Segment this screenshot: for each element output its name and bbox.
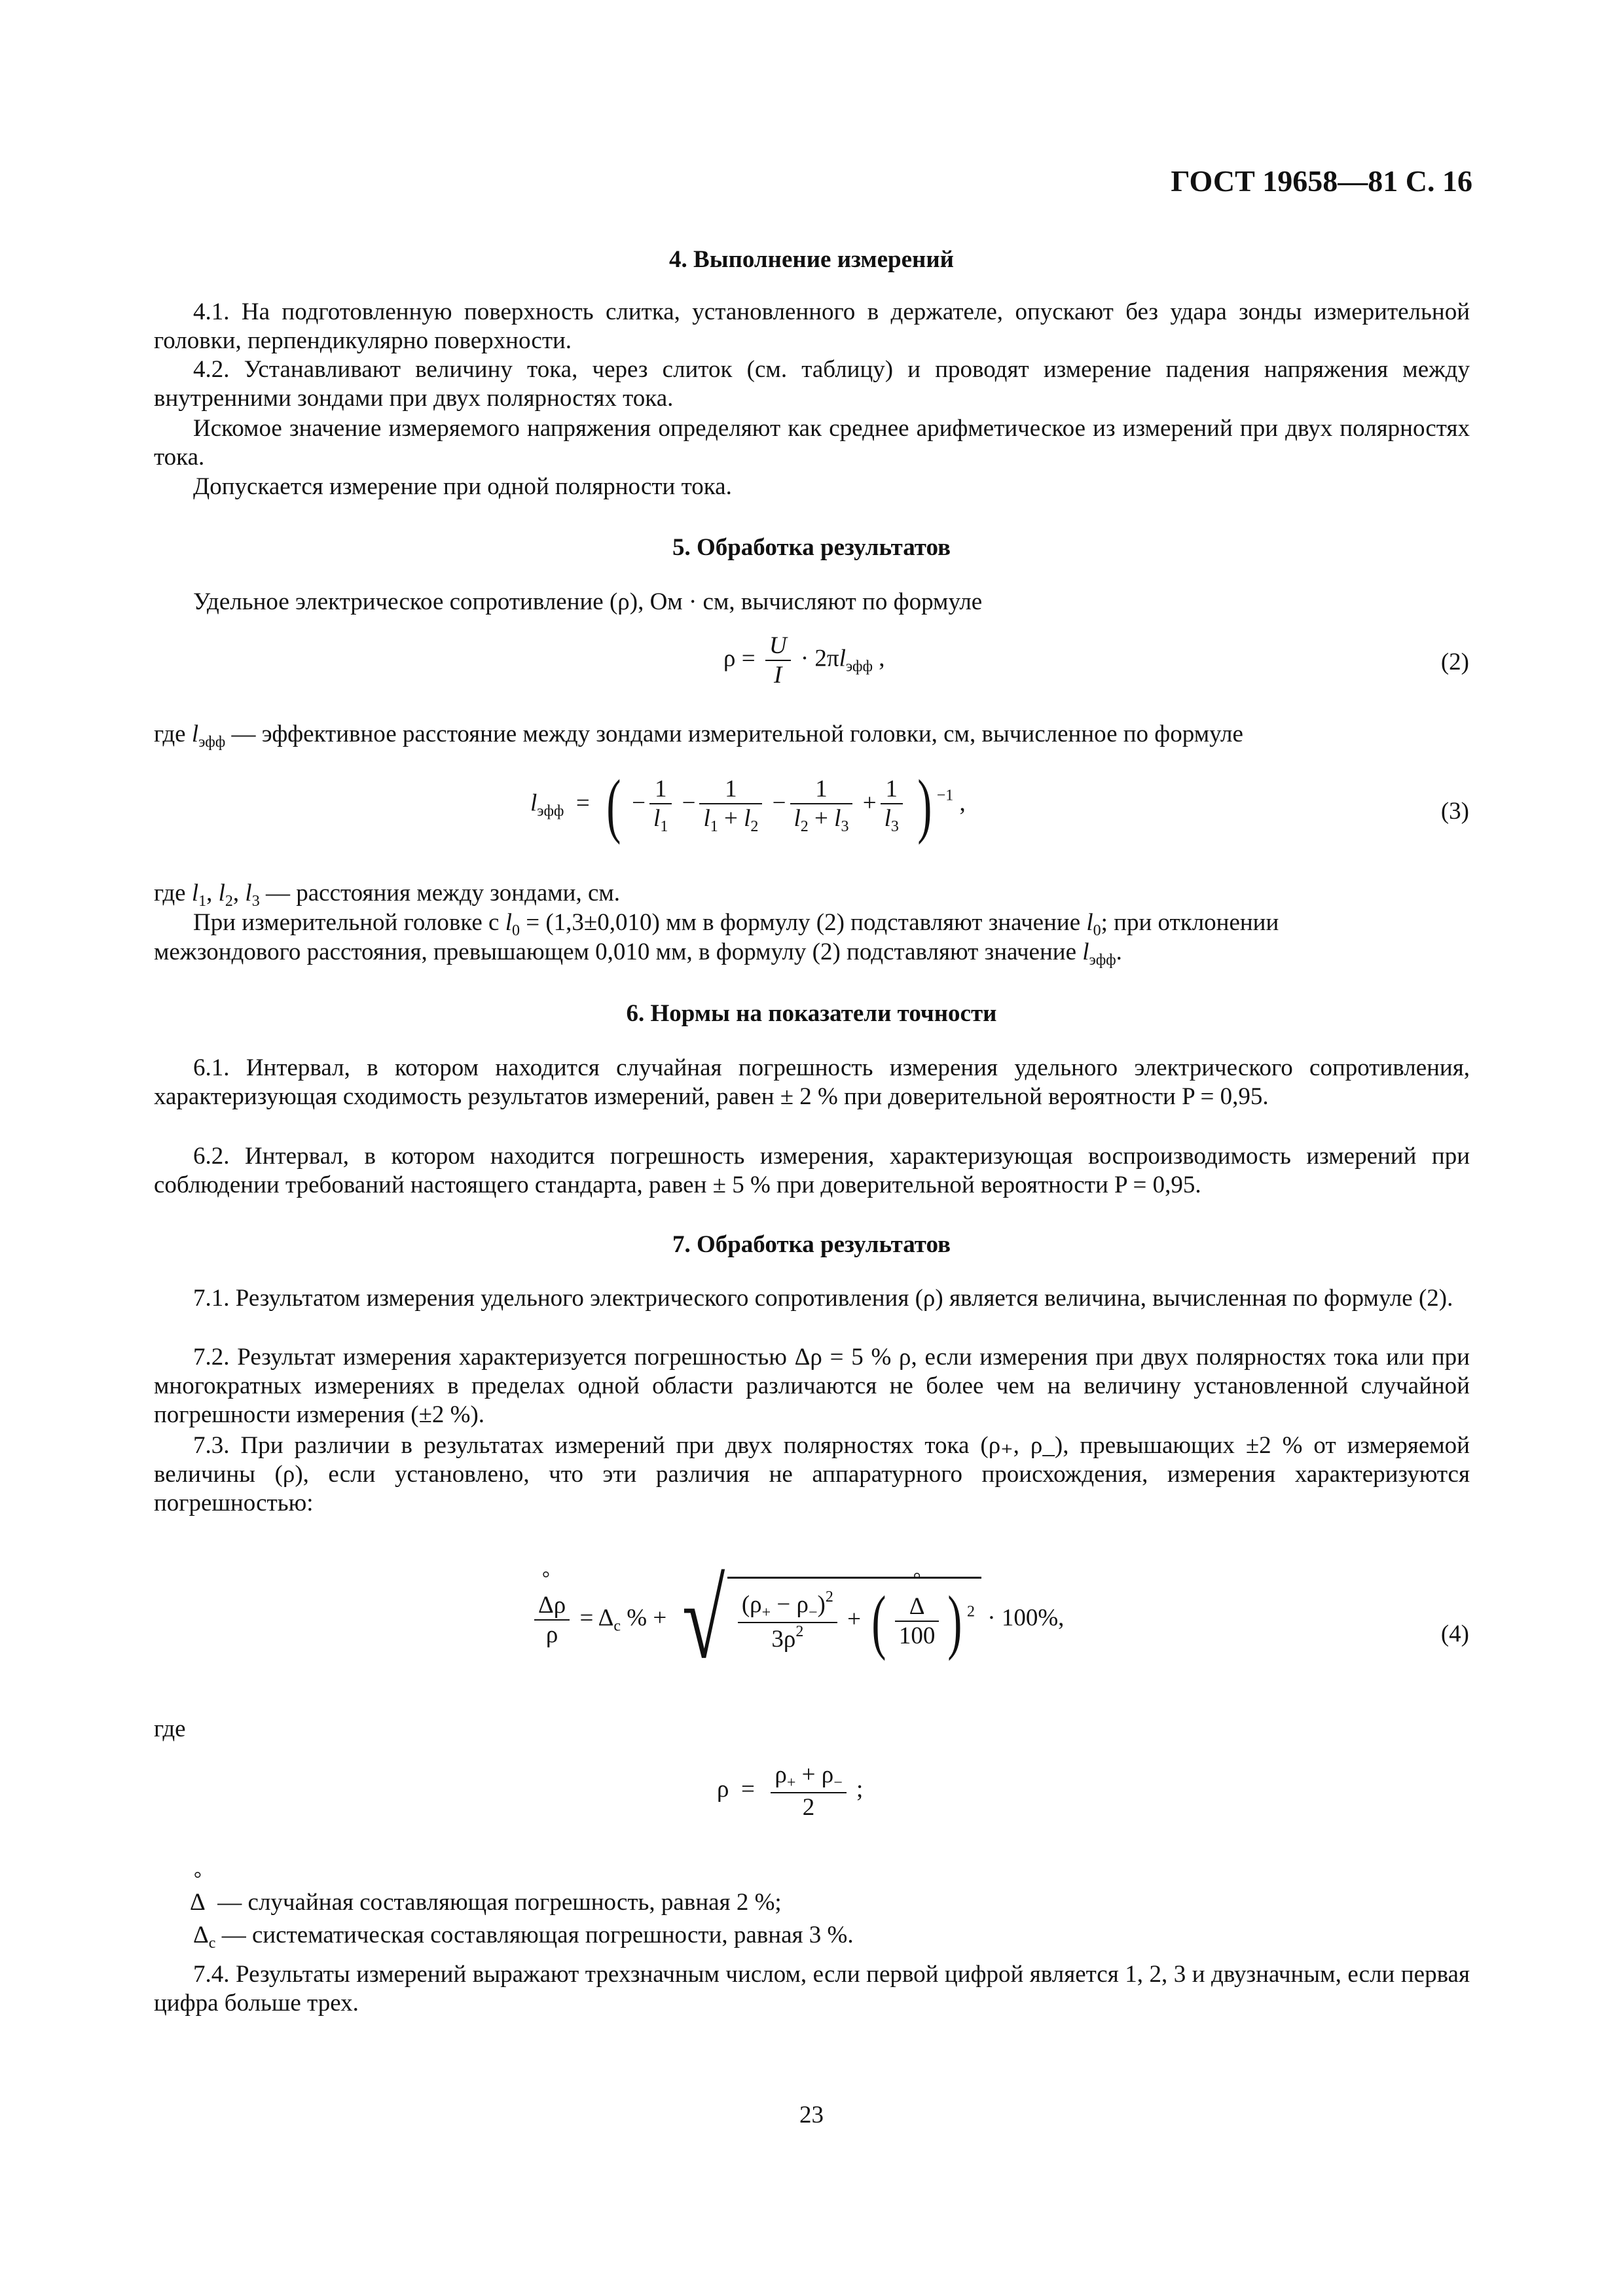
paragraph-7-2: 7.2. Результат измерения характеризуется погрешностью Δρ = 5 % ρ, если измерения при двух полярностях тока или при многократных измерениях в пределах одной области различаются не более чем на величину установленной случайной погрешности измерения (±2 %). — [154, 1344, 1470, 1428]
paragraph-4-2: 4.2. Устанавливают величину тока, через слиток (см. таблицу) и проводят измерение падения напряжения между внутренними зондами при двух полярностях тока. — [154, 356, 1470, 412]
section-4-title: 4. Выполнение измерений — [669, 246, 954, 273]
formula-3: $l_{эфф}$ = ( − $\frac{1}{l_1}$ − $\frac{1}{l_1 + l_2}$ − $\frac{1}{l_2 + l_3}$ + $\frac{1}{l_3}$ ) $^{-1}$ , — [530, 765, 966, 845]
paragraph-probe-a: При измерительной головке с $l_0 = (1,3\pm 0,010)$ мм в формулу (2) подставляют значение $l_0$; при отклонении — [193, 909, 1279, 939]
formula-4-number: (4) — [1440, 1621, 1469, 1647]
where-label: где — [154, 1715, 186, 1742]
formula-intro: Удельное электрическое сопротивление (ρ), Ом · см, вычисляют по формуле — [193, 588, 983, 615]
section-7-title: 7. Обработка результатов — [672, 1231, 951, 1258]
definition-systematic-error: $\Delta_c$ — систематическая составляющая погрешности, равная 3 %. — [193, 1922, 854, 1952]
definition-random-error: ° Δ — случайная составляющая погрешность, равная 2 %; — [190, 1888, 782, 1917]
definition-leff: где $l_{эфф}$ — эффективное расстояние между зондами измерительной головки, см, вычисленное по формуле — [154, 721, 1243, 751]
section-6-title: 6. Нормы на показатели точности — [626, 1000, 997, 1027]
paragraph-4-1: 4.1. На подготовленную поверхность слитка, установленного в держателе, опускают без удара зонды измерительной головки, перпендикулярно поверхности. — [154, 298, 1470, 354]
paragraph-6-2: 6.2. Интервал, в котором находится погрешность измерения, характеризующая воспроизводимость измерений при соблюдении требований настоящего стандарта, равен ± 5 % при доверительной вероятности P = 0,95. — [154, 1143, 1470, 1198]
paragraph-7-1: 7.1. Результатом измерения удельного электрического сопротивления (ρ) является величина, вычисленная по формуле (2). — [193, 1285, 1453, 1312]
page-number: 23 — [799, 2102, 824, 2128]
paragraph-4-2-note: Допускается измерение при одной полярности тока. — [193, 473, 732, 500]
definition-l1-l2-l3: где $l_1$, $l_2$, $l_3$ — расстояния между зондами, см. — [154, 880, 621, 910]
paragraph-4-2-cont: Искомое значение измеряемого напряжения определяют как среднее арифметическое из измерений при двух полярностях тока. — [154, 415, 1470, 471]
formula-4: ° $\frac{\Delta\rho}{\rho}$ = $\Delta_c$ % + √ $\frac{(\rho_+ - \rho_-)^2}{3\rho^2}$ + ( ° $\frac{\Delta}{100}$ ) $^2$ · 100%, — [530, 1564, 1064, 1676]
formula-2-number: (2) — [1440, 649, 1469, 675]
paragraph-probe-b: межзондового расстояния, превышающем 0,010 мм, в формулу (2) подставляют значение $l_{эфф}$. — [154, 939, 1122, 969]
paragraph-6-1: 6.1. Интервал, в котором находится случайная погрешность измерения удельного электрического сопротивления, характеризующая сходимость результатов измерений, равен ± 2 % при доверительной вероятности P = 0,95. — [154, 1054, 1470, 1110]
paragraph-7-4: 7.4. Результаты измерений выражают трехзначным числом, если первой цифрой является 1, 2, 3 и двузначным, если первая цифра больше трех. — [154, 1961, 1470, 2017]
section-5-title: 5. Обработка результатов — [672, 534, 951, 561]
formula-3-number: (3) — [1440, 798, 1469, 825]
paragraph-7-3: 7.3. При различии в результатах измерений при двух полярностях тока (ρ₊, ρ_), превышающих ±2 % от измеряемой величины (ρ), если установлено, что эти различия не аппаратурного происхождения, измерения характеризуются погрешностью: — [154, 1432, 1470, 1516]
formula-rho-mean: ρ = $\frac{\rho_+ + \rho_-}{2}$ ; — [717, 1761, 864, 1821]
formula-2: ρ = $\frac{U}{I}$ · $2\pi l_{эфф}$ , — [723, 632, 885, 689]
page-header: ГОСТ 19658—81 С. 16 — [1171, 164, 1472, 198]
